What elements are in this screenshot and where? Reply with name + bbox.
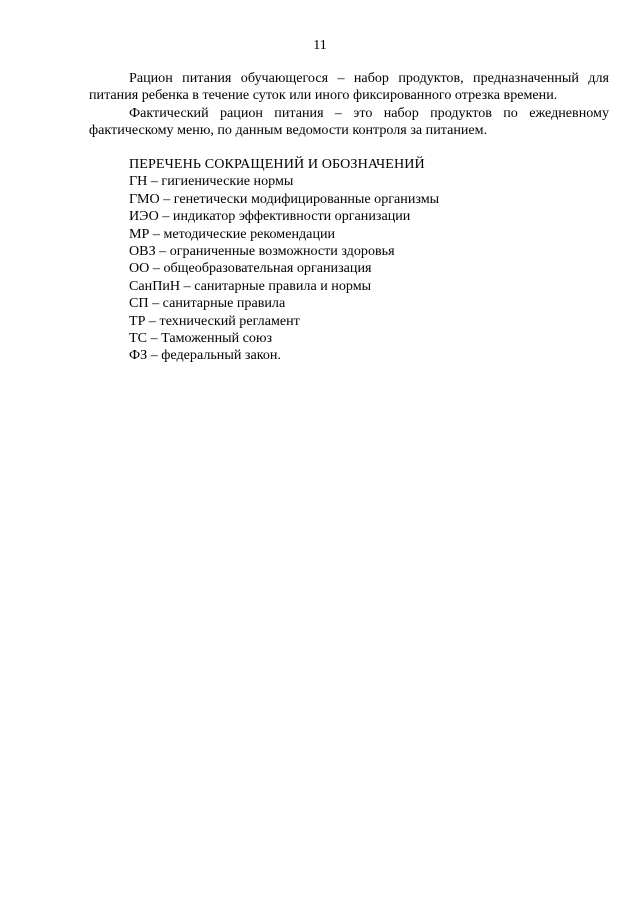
abbreviation-item-ovz: ОВЗ – ограниченные возможности здоровья xyxy=(129,243,395,260)
abbreviation-item-fz: ФЗ – федеральный закон. xyxy=(129,347,281,364)
abbreviation-item-oo: ОО – общеобразовательная организация xyxy=(129,260,372,277)
abbreviation-item-tr: ТР – технический регламент xyxy=(129,312,300,329)
abbreviation-item-gn: ГН – гигиенические нормы xyxy=(129,173,294,190)
abbreviation-item-ieo: ИЭО – индикатор эффективности организации xyxy=(129,208,411,225)
paragraph-ration-definition: Рацион питания обучающегося – набор продуктов, предназначенный для питания ребенка в течение суток или иного фиксированного отрезка времени. xyxy=(89,70,609,104)
paragraph-actual-ration-definition: Фактический рацион питания – это набор продуктов по ежедневному фактическому меню, по данным ведомости контроля за питанием. xyxy=(89,104,609,139)
abbreviation-item-sp: СП – санитарные правила xyxy=(129,295,286,312)
body-text xyxy=(89,70,609,140)
abbreviation-item-gmo: ГМО – генетически модифицированные организмы xyxy=(129,190,440,207)
abbreviation-item-sanpin: СанПиН – санитарные правила и нормы xyxy=(129,277,372,294)
page-number: 11 xyxy=(313,38,327,53)
abbreviations-heading: ПЕРЕЧЕНЬ СОКРАЩЕНИЙ И ОБОЗНАЧЕНИЙ xyxy=(129,156,425,172)
abbreviations-list xyxy=(129,173,589,364)
abbreviations-section xyxy=(129,156,589,365)
abbreviation-item-mr: МР – методические рекомендации xyxy=(129,225,336,242)
abbreviation-item-ts: ТС – Таможенный союз xyxy=(129,330,273,347)
